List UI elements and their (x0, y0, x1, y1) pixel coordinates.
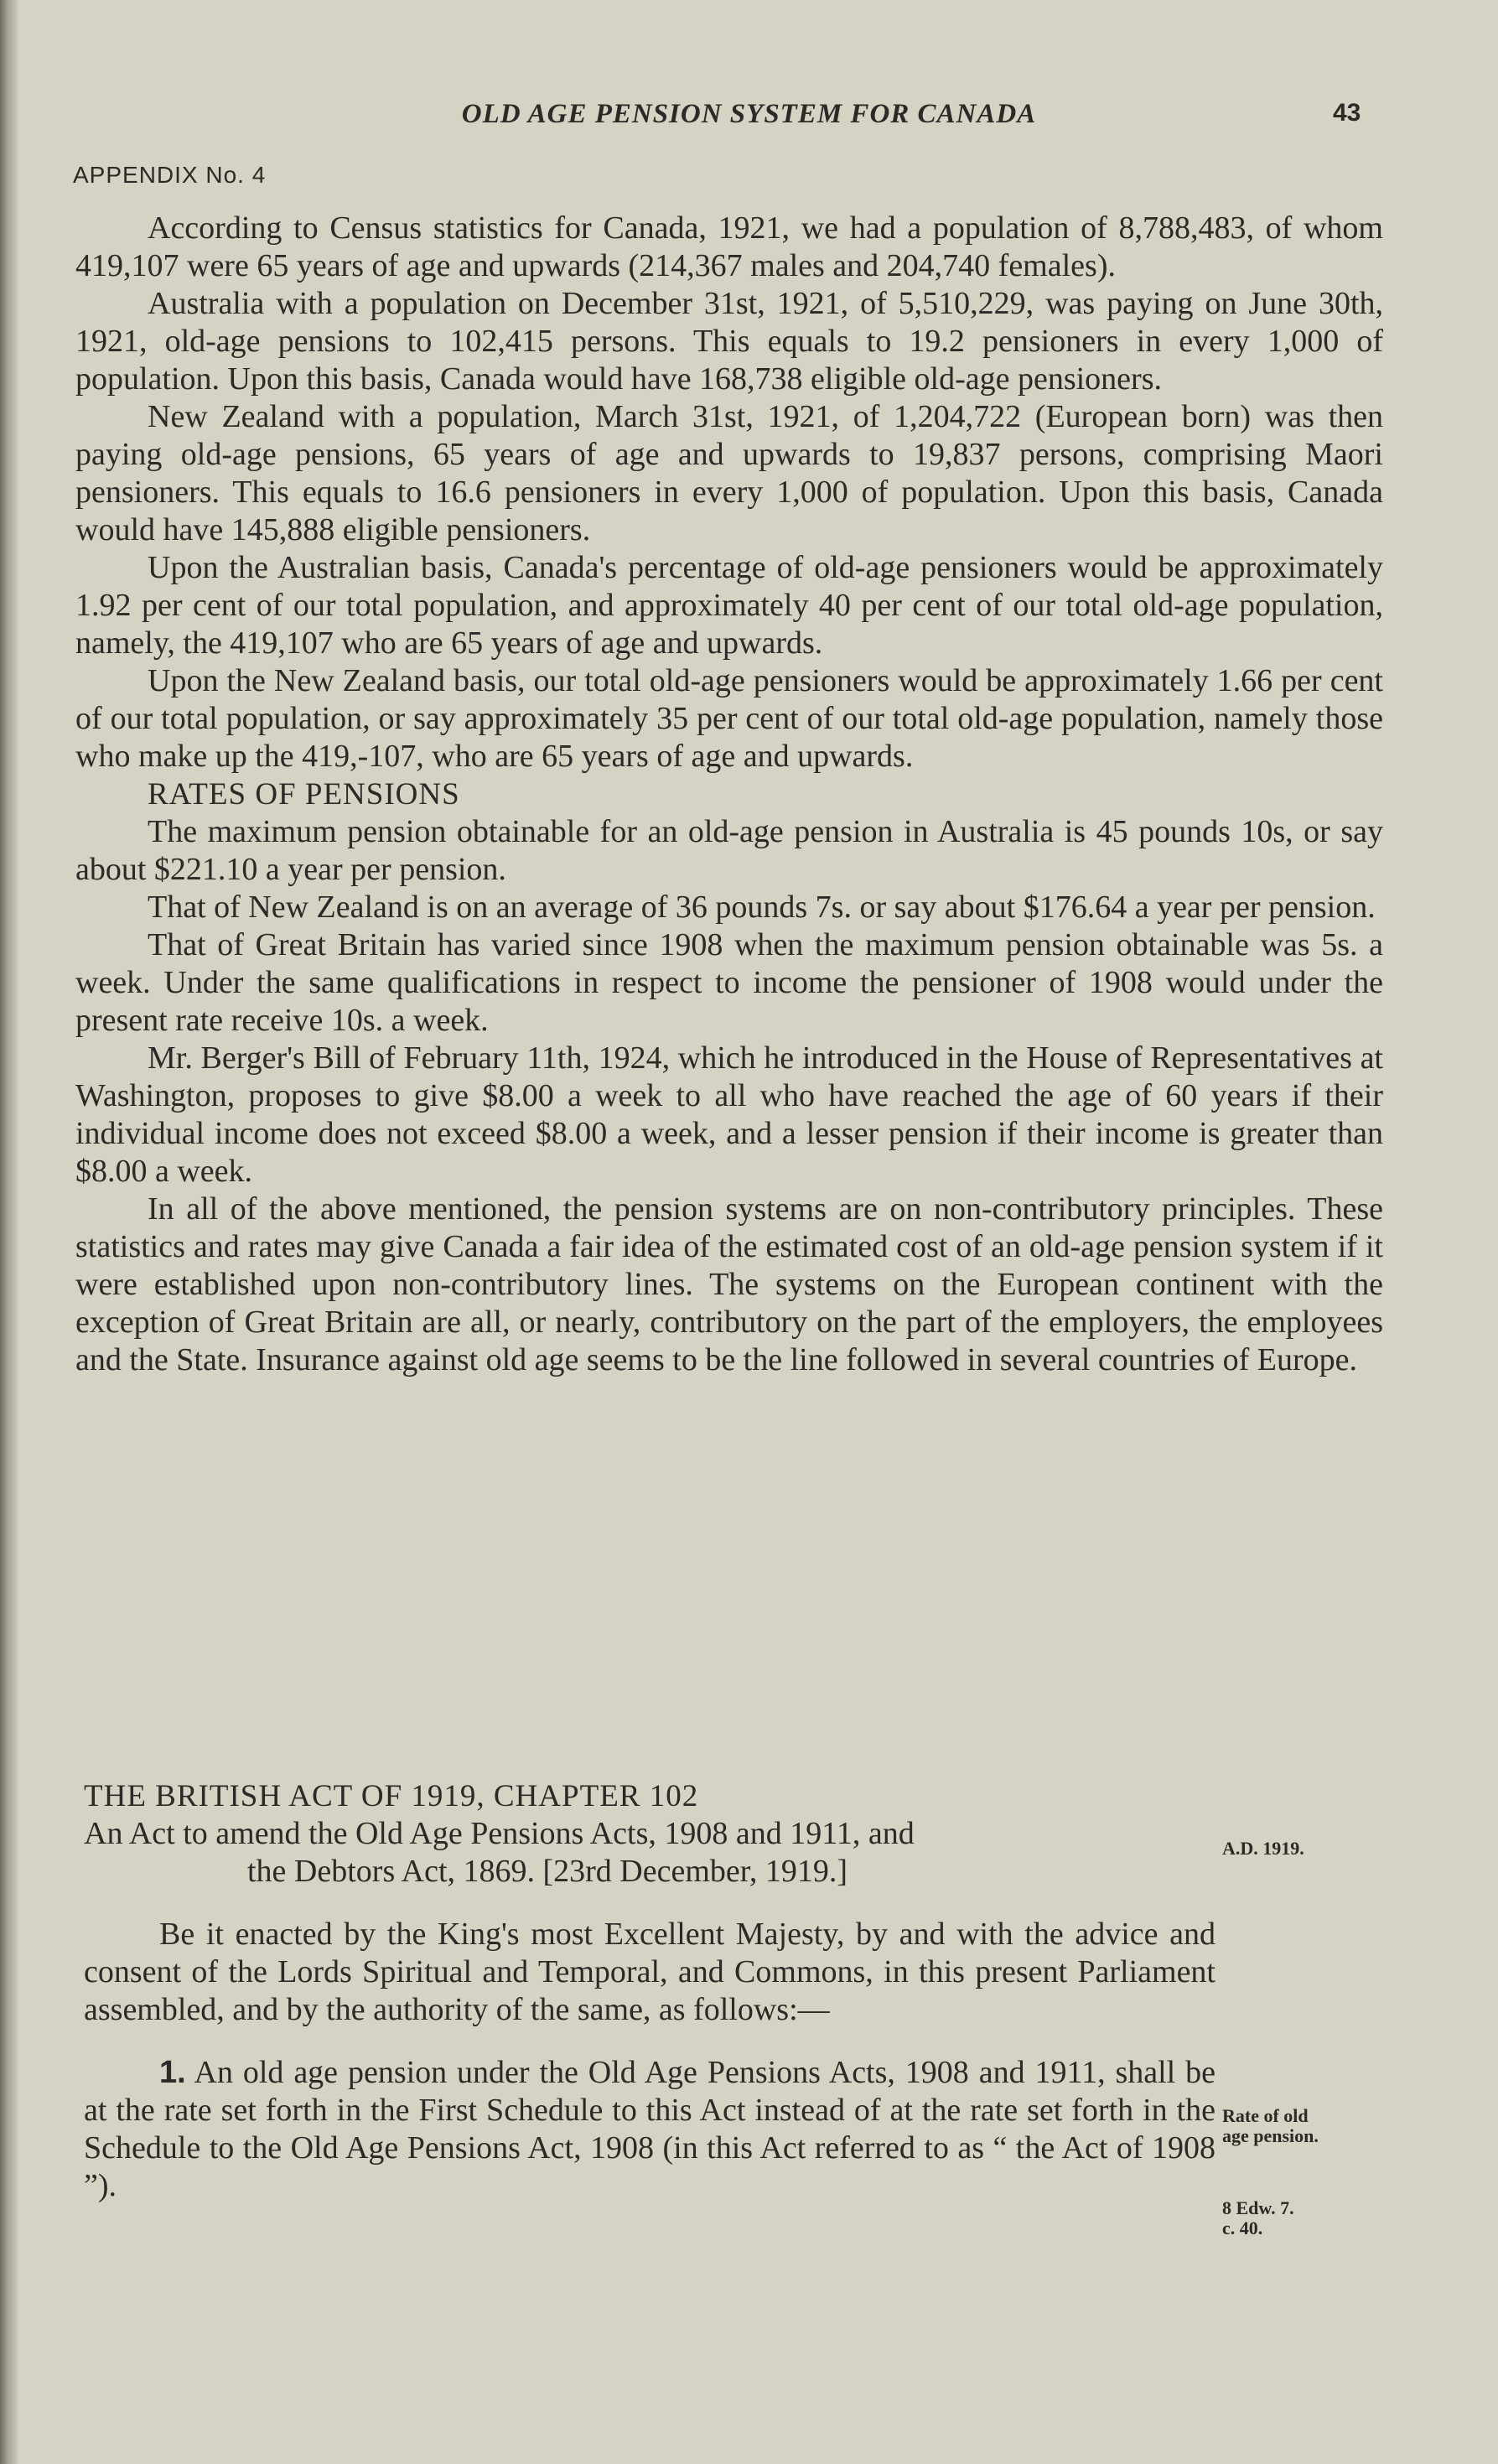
main-text (75, 210, 1383, 1379)
paragraph-australian-basis: Upon the Australian basis, Canada's percentage of old-age pensioners would be approximately 1.92 per cent of our total population, and approximately 40 per cent of our total old-age population, namely, the 419,107 who are 65 years of age and upwards. (75, 550, 1383, 661)
section-1-text: An old age pension under the Old Age Pensions Acts, 1908 and 1911, shall be at the rate set forth in the First Schedule to this Act instead of at the rate set forth in the Schedule to the Old Age Pensions Act, 1908 (in this Act referred to as “ the Act of 1908 ”). (84, 2055, 1216, 2203)
act-title-line2: the Debtors Act, 1869. [23rd December, 1919.] (247, 1854, 848, 1889)
running-title: OLD AGE PENSION SYSTEM FOR CANADA (461, 99, 1037, 129)
paragraph-new-zealand: New Zealand with a population, March 31st, 1921, of 1,204,722 (European born) was then paying old-age pensions, 65 years of age and upwards to 19,837 persons, comprising Maori pensioners. This equals to 16.6 pensioners in every 1,000 of population. Upon this basis, Canada would have 145,888 eligible pensioners. (75, 399, 1383, 547)
margin-note-citation-line1: 8 Edw. 7. (1222, 2197, 1294, 2218)
margin-note-rate-line2: age pension. (1222, 2125, 1319, 2146)
act-section-1 (84, 2054, 1216, 2205)
paragraph-great-britain-rate: That of Great Britain has varied since 1908 when the maximum pension obtainable was 5s. a week. Under the same qualifications in respect to income the pensioner of 1908 would under the present rate receive 10s. a week. (75, 927, 1383, 1038)
paragraph-new-zealand-basis: Upon the New Zealand basis, our total old-age pensioners would be approximately 1.66 per cent of our total population, or say approximately 35 per cent of our total old-age population, namely those who make up the 419,-107, who are 65 years of age and upwards. (75, 663, 1383, 774)
paragraph-australia-rate: The maximum pension obtainable for an old-age pension in Australia is 45 pounds 10s, or say about $221.10 a year per pension. (75, 814, 1383, 887)
paragraph-census: According to Census statistics for Canada, 1921, we had a population of 8,788,483, of whom 419,107 were 65 years of age and upwards (214,367 males and 204,740 females). (75, 210, 1383, 283)
paragraph-new-zealand-rate: That of New Zealand is on an average of 36 pounds 7s. or say about $176.64 a year per pension. (148, 890, 1376, 925)
paragraph-australia: Australia with a population on December 31st, 1921, of 5,510,229, was paying on June 30th, 1921, old-age pensions to 102,415 persons. This equals to 19.2 pensioners in every 1,000 of population. Upon this basis, Canada would have 168,738 eligible old-age pensioners. (75, 286, 1383, 397)
act-long-title (84, 1815, 1216, 1891)
section-number: 1. (159, 2055, 186, 2090)
paragraph-non-contributory: In all of the above mentioned, the pension systems are on non-contributory principles. These statistics and rates may give Canada a fair idea of the estimated cost of an old-age pension system if it were established upon non-contributory lines. The systems on the European continent with the exception of Great Britain are all, or nearly, contributory on the part of the employers, the employees and the State. Insurance against old age seems to be the line followed in several countries of Europe. (75, 1191, 1383, 1377)
section-heading-rates: RATES OF PENSIONS (148, 777, 460, 812)
act-heading: THE BRITISH ACT OF 1919, CHAPTER 102 (84, 1779, 699, 1813)
margin-note-year: A.D. 1919. (1222, 1838, 1304, 1859)
british-act-section (84, 1777, 1216, 2205)
margin-note-citation-line2: c. 40. (1222, 2218, 1263, 2238)
margin-note-rate (1222, 2106, 1319, 2146)
margin-note-rate-line1: Rate of old (1222, 2105, 1309, 2126)
appendix-label: APPENDIX No. 4 (73, 162, 267, 188)
margin-note-citation (1222, 2198, 1294, 2238)
paragraph-berger-bill: Mr. Berger's Bill of February 11th, 1924, which he introduced in the House of Representatives at Washington, proposes to give $8.00 a week to all who have reached the age of 60 years if their individual income does not exceed $8.00 a week, and a lesser pension if their income is greater than $8.00 a week. (75, 1040, 1383, 1189)
enacting-clause: Be it enacted by the King's most Excellent Majesty, by and with the advice and consent of the Lords Spiritual and Temporal, and Commons, in this present Parliament assembled, and by the authority of the same, as follows:— (84, 1917, 1216, 2027)
act-title-line1: An Act to amend the Old Age Pensions Acts, 1908 and 1911, and (84, 1816, 915, 1851)
page-number: 43 (1333, 99, 1361, 127)
